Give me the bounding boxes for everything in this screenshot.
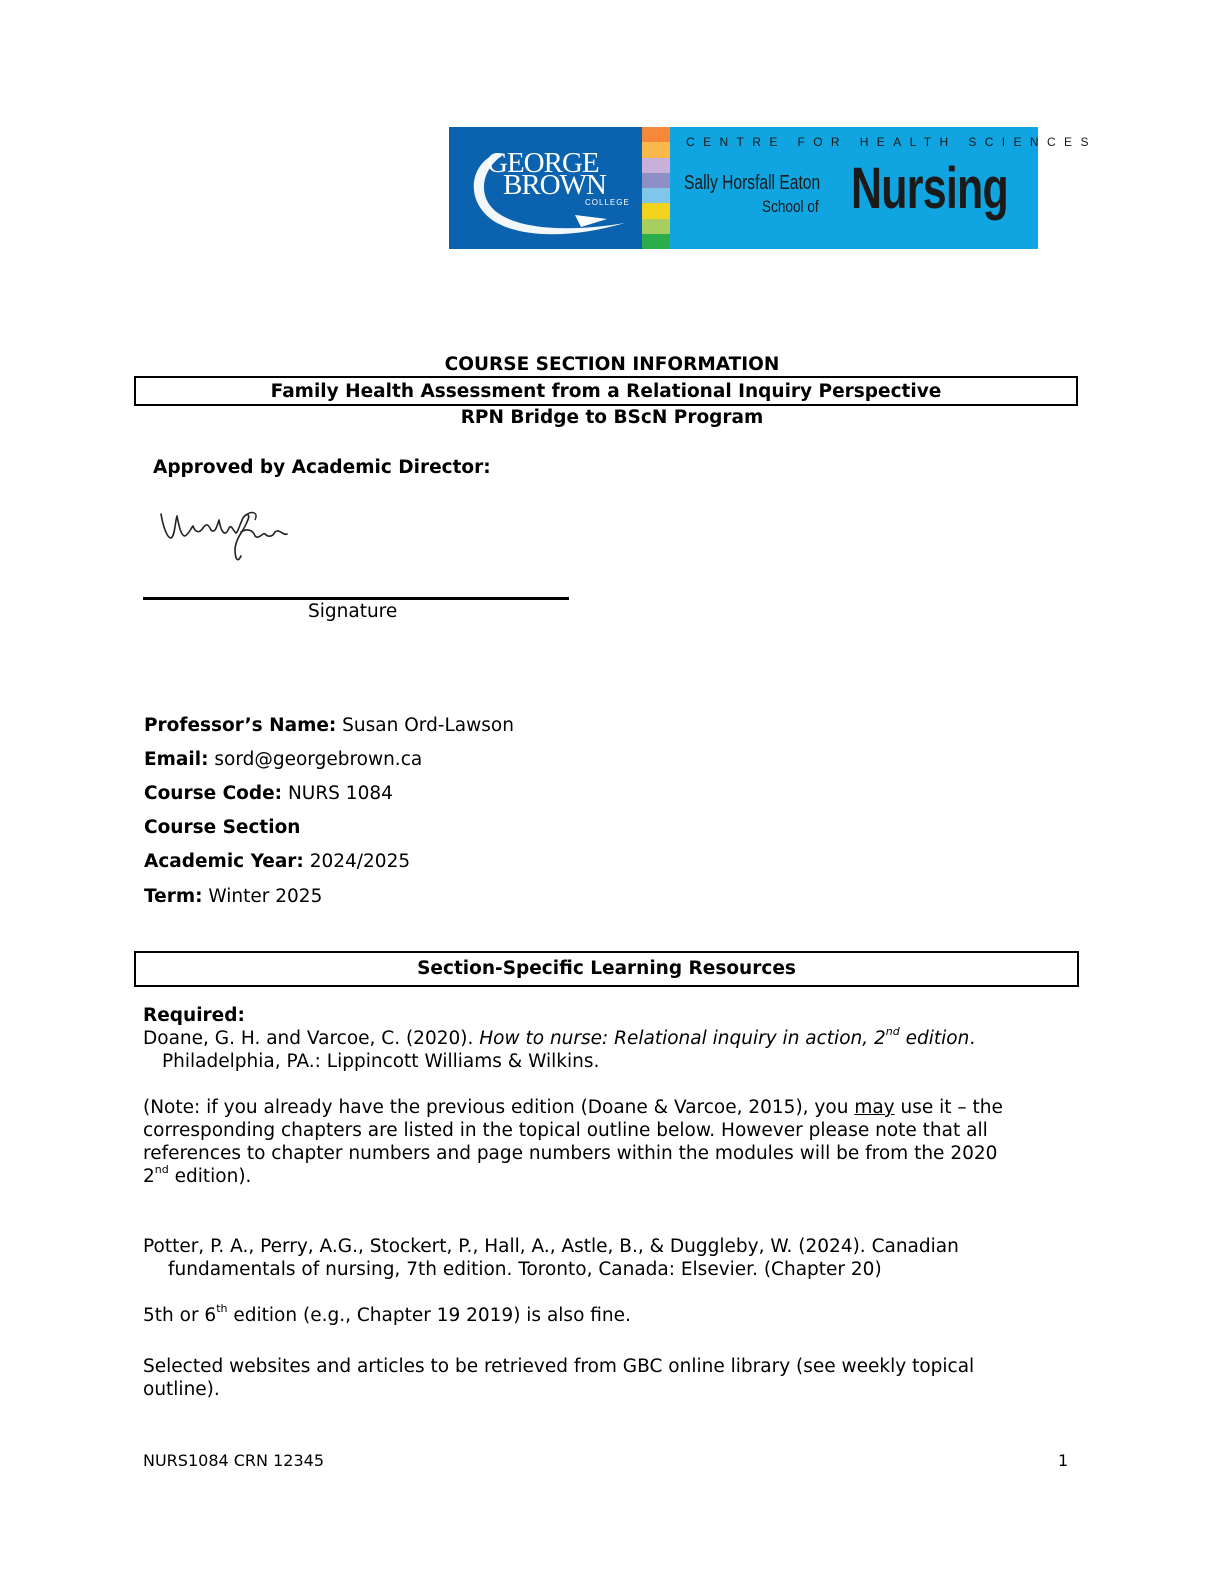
academic-year-row [144, 851, 410, 872]
academic-year-label: Academic Year: [144, 851, 304, 872]
websites-line2: outline). [143, 1379, 220, 1400]
note-text: edition). [168, 1166, 252, 1187]
term-row [144, 886, 322, 907]
course-section-label: Course Section [144, 817, 301, 838]
term-label: Term: [144, 886, 203, 907]
reference-title-part: edition [899, 1028, 970, 1049]
college-logo [449, 127, 642, 249]
stripe [642, 219, 670, 234]
footer-course-code: NURS1084 CRN 12345 [143, 1451, 324, 1470]
note-line3: references to chapter numbers and page numbers within the modules will be from the 2020 [143, 1143, 998, 1164]
professor-label: Professor’s Name: [144, 715, 337, 736]
course-code-row [144, 783, 393, 804]
edition-text: edition (e.g., Chapter 19 2019) is also fine. [227, 1305, 631, 1326]
note-line4 [143, 1163, 252, 1187]
signature-label: Signature [308, 601, 398, 622]
reference-authors: Doane, G. H. and Varcoe, C. (2020). [143, 1028, 480, 1049]
required-label: Required: [143, 1005, 245, 1026]
professor-row [144, 715, 514, 736]
edition-note [143, 1302, 631, 1326]
stripe [642, 158, 670, 173]
reference-potter-line2: fundamentals of nursing, 7th edition. Toronto, Canada: Elsevier. (Chapter 20) [168, 1259, 882, 1280]
reference-title-sup: nd [885, 1025, 900, 1038]
page-title: COURSE SECTION INFORMATION [444, 354, 780, 375]
logo-text-george: GEORGE [487, 147, 599, 179]
stripe [642, 188, 670, 203]
reference-title-part: How to nurse: Relational inquiry in action, 2 [479, 1028, 886, 1049]
websites-line1: Selected websites and articles to be retrieved from GBC online library (see weekly topical [143, 1356, 975, 1377]
reference-end: . [969, 1028, 976, 1049]
stripe [642, 142, 670, 157]
course-title-box: Family Health Assessment from a Relational Inquiry Perspective [134, 376, 1078, 406]
school-name-line1: Sally Horsfall Eaton [684, 172, 821, 194]
stripe [642, 173, 670, 188]
note-text: (Note: if you already have the previous edition (Doane & Varcoe, 2015), you [143, 1097, 855, 1118]
logo-text-college: COLLEGE [585, 198, 630, 207]
stripe [642, 203, 670, 218]
professor-value: Susan Ord-Lawson [336, 715, 514, 736]
term-value: Winter 2025 [202, 886, 323, 907]
note-sup: nd [154, 1163, 169, 1176]
centre-for-health-sciences: CENTRE FOR HEALTH SCIENCES [686, 135, 1097, 149]
course-code-label: Course Code: [144, 783, 283, 804]
school-name-nursing: Nursing [851, 156, 1008, 221]
note-line1 [143, 1097, 1003, 1118]
school-name-panel [670, 127, 1097, 249]
note-text: 2 [143, 1166, 155, 1187]
logo-text-brown: BROWN [503, 169, 606, 201]
resources-heading-box: Section-Specific Learning Resources [134, 951, 1079, 987]
note-text: use it – the [894, 1097, 1003, 1118]
academic-year-value: 2024/2025 [303, 851, 411, 872]
school-name-line2: School of [762, 197, 819, 216]
edition-sup: th [216, 1302, 228, 1315]
signature-line [143, 597, 569, 600]
course-code-value: NURS 1084 [282, 783, 393, 804]
edition-text: 5th or 6 [143, 1305, 217, 1326]
reference-doane-line1 [143, 1025, 976, 1049]
school-banner [449, 127, 1097, 249]
email-value: sord@georgebrown.ca [208, 749, 423, 770]
note-may: may [854, 1097, 895, 1118]
approval-label: Approved by Academic Director: [153, 457, 491, 478]
email-label: Email: [144, 749, 209, 770]
note-line2: corresponding chapters are listed in the topical outline below. However please note that all [143, 1120, 988, 1141]
color-stripes [642, 127, 670, 249]
page-number: 1 [1058, 1451, 1069, 1470]
stripe [642, 127, 670, 142]
program-name: RPN Bridge to BScN Program [460, 407, 764, 428]
signature-image-icon [155, 492, 295, 570]
reference-potter-line1: Potter, P. A., Perry, A.G., Stockert, P., Hall, A., Astle, B., & Duggleby, W. (2024). Canadian [143, 1236, 959, 1257]
stripe [642, 234, 670, 249]
reference-title [479, 1025, 970, 1049]
reference-doane-line2: Philadelphia, PA.: Lippincott Williams & Wilkins. [162, 1051, 600, 1072]
email-row [144, 749, 422, 770]
